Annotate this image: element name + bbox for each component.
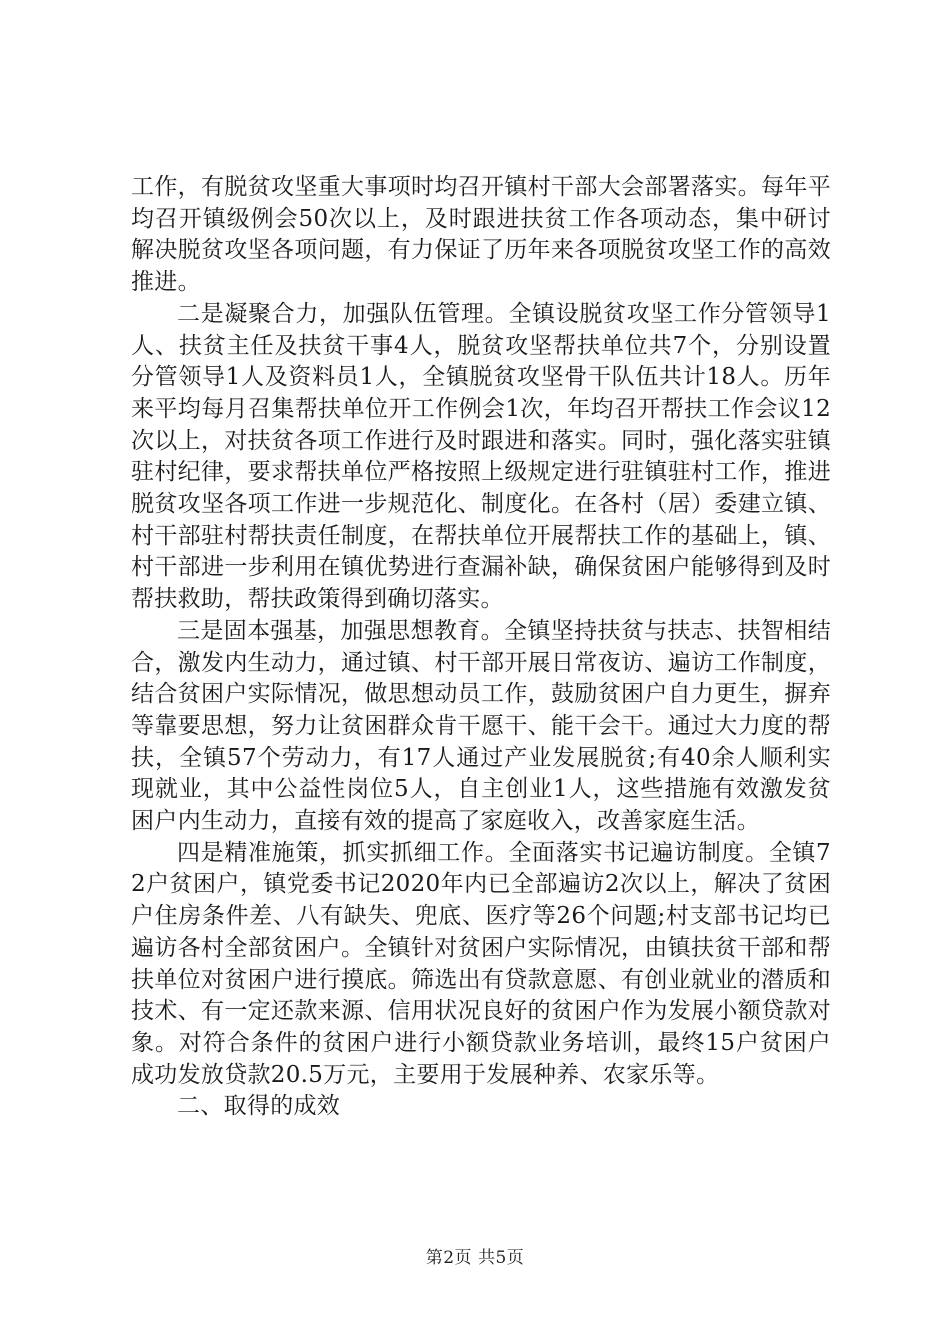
page-number-footer: 第2页 共5页 [425, 1248, 525, 1268]
section-heading: 二、取得的成效 [177, 1093, 341, 1120]
paragraph-team-management: 二是凝聚合力，加强队伍管理。全镇设脱贫攻坚工作分管领导1人、扶贫主任及扶贫干事4人，脱贫攻坚帮扶单位共7个，分别设置分管领导1人及资料员1人，全镇脱贫攻坚骨干队伍共计18人。历年来平均每月召集帮扶单位开工作例会1次，年均召开帮扶工作会议12次以上，对扶贫各项工作进行及时跟进和落实。同时，强化落实驻镇驻村纪律，要求帮扶单位严格按照上级规定进行驻镇驻村工作，推进脱贫攻坚各项工作进一步规范化、制度化。在各村（居）委建立镇、村干部驻村帮扶责任制度，在帮扶单位开展帮扶工作的基础上，镇、村干部进一步利用在镇优势进行查漏补缺，确保贫困户能够得到及时帮扶救助，帮扶政策得到确切落实。 [131, 300, 831, 613]
paragraph-continuation: 工作，有脱贫攻坚重大事项时均召开镇村干部大会部署落实。每年平均召开镇级例会50次以上，及时跟进扶贫工作各项动态，集中研讨解决脱贫攻坚各项问题，有力保证了历年来各项脱贫攻坚工作的高效推进。 [131, 174, 831, 296]
paragraph-precise-measures: 四是精准施策，抓实抓细工作。全面落实书记遍访制度。全镇72户贫困户，镇党委书记2020年内已全部遍访2次以上，解决了贫困户住房条件差、八有缺失、兜底、医疗等26个问题;村支部书记均已遍访各村全部贫困户。全镇针对贫困户实际情况，由镇扶贫干部和帮扶单位对贫困户进行摸底。筛选出有贷款意愿、有创业就业的潜质和技术、有一定还款来源、信用状况良好的贫困户作为发展小额贷款对象。对符合条件的贫困户进行小额贷款业务培训，最终15户贫困户成功发放贷款20.5万元，主要用于发展种养、农家乐等。 [131, 839, 831, 1088]
paragraph-ideological-education: 三是固本强基，加强思想教育。全镇坚持扶贫与扶志、扶智相结合，激发内生动力，通过镇、村干部开展日常夜访、遍访工作制度，结合贫困户实际情况，做思想动员工作，鼓励贫困户自力更生，摒弃等靠要思想，努力让贫困群众肯干愿干、能干会干。通过大力度的帮扶，全镇57个劳动力，有17人通过产业发展脱贫;有40余人顺利实现就业，其中公益性岗位5人，自主创业1人，这些措施有效激发贫困户内生动力，直接有效的提高了家庭收入，改善家庭生活。 [131, 617, 831, 835]
document-body [131, 172, 831, 1123]
